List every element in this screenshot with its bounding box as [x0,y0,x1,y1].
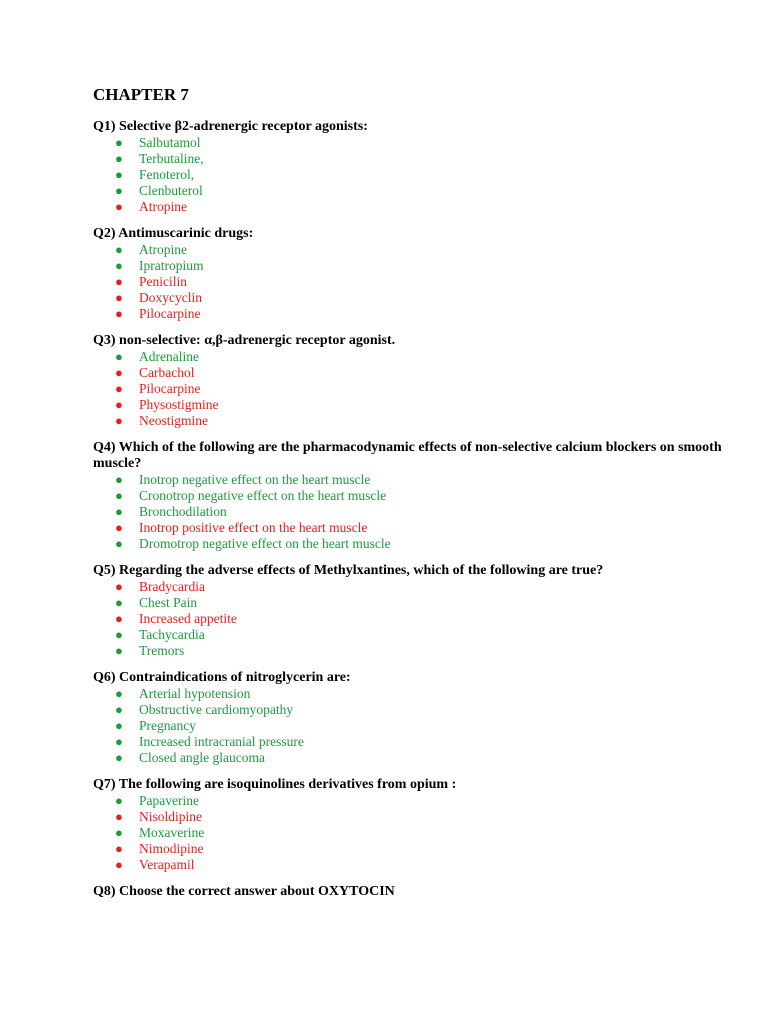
chapter-title: CHAPTER 7 [93,85,189,104]
question-text: Q4) Which of the following are the pharmacodynamic effects of non-selective calcium blockers on smooth muscle? [93,440,722,471]
question-block [93,333,733,429]
bullet-icon: ● [115,841,123,856]
answer-text: Arterial hypotension [139,686,251,701]
bullet-icon: ● [115,504,123,519]
question-block [93,777,733,873]
incorrect-answer [115,520,733,536]
answer-text: Inotrop negative effect on the heart muscle [139,472,371,487]
question-block [93,119,733,215]
answer-text: Obstructive cardiomyopathy [139,702,294,717]
bullet-icon: ● [115,397,123,412]
answer-text: Fenoterol, [139,167,195,182]
correct-answer [115,183,733,199]
answer-text: Nimodipine [139,841,204,856]
correct-answer [115,686,733,702]
correct-answer [115,702,733,718]
answer-text: Ipratropium [139,258,204,273]
correct-answer [115,258,733,274]
bullet-icon: ● [115,702,123,717]
correct-answer [115,151,733,167]
correct-answer [115,643,733,659]
bullet-icon: ● [115,825,123,840]
answer-text: Increased intracranial pressure [139,734,304,749]
bullet-icon: ● [115,349,123,364]
answer-text: Bradycardia [139,579,205,594]
bullet-icon: ● [115,793,123,808]
question-block [93,670,733,766]
answer-list [93,242,733,322]
answer-text: Salbutamol [139,135,201,150]
answer-text: Nisoldipine [139,809,202,824]
answer-list [93,793,733,873]
answer-text: Penicilin [139,274,187,289]
answer-text: Adrenaline [139,349,199,364]
question-block [93,440,733,552]
correct-answer [115,595,733,611]
answer-text: Bronchodilation [139,504,227,519]
answer-text: Dromotrop negative effect on the heart muscle [139,536,391,551]
incorrect-answer [115,397,733,413]
bullet-icon: ● [115,381,123,396]
answer-text: Pilocarpine [139,381,201,396]
bullet-icon: ● [115,365,123,380]
incorrect-answer [115,306,733,322]
bullet-icon: ● [115,734,123,749]
bullet-icon: ● [115,151,123,166]
question-block [93,226,733,322]
answer-text: Doxycyclin [139,290,202,305]
answer-text: Terbutaline, [139,151,204,166]
answer-text: Physostigmine [139,397,219,412]
question-text: Q2) Antimuscarinic drugs: [93,226,254,241]
bullet-icon: ● [115,306,123,321]
incorrect-answer [115,413,733,429]
question-text: Q6) Contraindications of nitroglycerin are: [93,670,351,685]
document-content [93,84,733,911]
bullet-icon: ● [115,135,123,150]
answer-text: Inotrop positive effect on the heart muscle [139,520,368,535]
bullet-icon: ● [115,258,123,273]
incorrect-answer [115,841,733,857]
answer-text: Increased appetite [139,611,237,626]
answer-list [93,472,733,552]
bullet-icon: ● [115,183,123,198]
bullet-icon: ● [115,290,123,305]
answer-text: Closed angle glaucoma [139,750,265,765]
answer-text: Tachycardia [139,627,205,642]
answer-text: Carbachol [139,365,195,380]
correct-answer [115,488,733,504]
answer-text: Clenbuterol [139,183,203,198]
bullet-icon: ● [115,472,123,487]
question-text: Q3) non-selective: α,β-adrenergic receptor agonist. [93,333,396,348]
question-block [93,563,733,659]
answer-text: Atropine [139,199,187,214]
incorrect-answer [115,579,733,595]
bullet-icon: ● [115,611,123,626]
incorrect-answer [115,611,733,627]
answer-text: Tremors [139,643,185,658]
incorrect-answer [115,199,733,215]
question-text: Q1) Selective β2-adrenergic receptor agonists: [93,119,368,134]
answer-text: Cronotrop negative effect on the heart muscle [139,488,387,503]
correct-answer [115,167,733,183]
bullet-icon: ● [115,857,123,872]
correct-answer [115,242,733,258]
incorrect-answer [115,274,733,290]
bullet-icon: ● [115,413,123,428]
correct-answer [115,349,733,365]
bullet-icon: ● [115,627,123,642]
bullet-icon: ● [115,199,123,214]
bullet-icon: ● [115,536,123,551]
bullet-icon: ● [115,579,123,594]
incorrect-answer [115,857,733,873]
question-text: Q8) Choose the correct answer about OXYTOCIN [93,884,395,899]
bullet-icon: ● [115,274,123,289]
bullet-icon: ● [115,686,123,701]
incorrect-answer [115,365,733,381]
answer-text: Pregnancy [139,718,196,733]
correct-answer [115,718,733,734]
bullet-icon: ● [115,242,123,257]
bullet-icon: ● [115,167,123,182]
answer-list [93,135,733,215]
bullet-icon: ● [115,809,123,824]
answer-text: Chest Pain [139,595,198,610]
answer-list [93,349,733,429]
answer-text: Neostigmine [139,413,208,428]
correct-answer [115,627,733,643]
correct-answer [115,472,733,488]
correct-answer [115,135,733,151]
correct-answer [115,750,733,766]
bullet-icon: ● [115,520,123,535]
answer-text: Atropine [139,242,187,257]
correct-answer [115,734,733,750]
answer-list [93,579,733,659]
answer-text: Papaverine [139,793,199,808]
bullet-icon: ● [115,595,123,610]
correct-answer [115,504,733,520]
correct-answer [115,793,733,809]
incorrect-answer [115,290,733,306]
bullet-icon: ● [115,718,123,733]
answer-text: Pilocarpine [139,306,201,321]
question-text: Q7) The following are isoquinolines derivatives from opium : [93,777,457,792]
answer-text: Moxaverine [139,825,205,840]
correct-answer [115,825,733,841]
bullet-icon: ● [115,750,123,765]
answer-text: Verapamil [139,857,195,872]
question-list [93,119,733,900]
incorrect-answer [115,381,733,397]
bullet-icon: ● [115,643,123,658]
correct-answer [115,536,733,552]
bullet-icon: ● [115,488,123,503]
question-text: Q5) Regarding the adverse effects of Methylxantines, which of the following are true? [93,563,604,578]
answer-list [93,686,733,766]
question-block [93,884,733,900]
incorrect-answer [115,809,733,825]
